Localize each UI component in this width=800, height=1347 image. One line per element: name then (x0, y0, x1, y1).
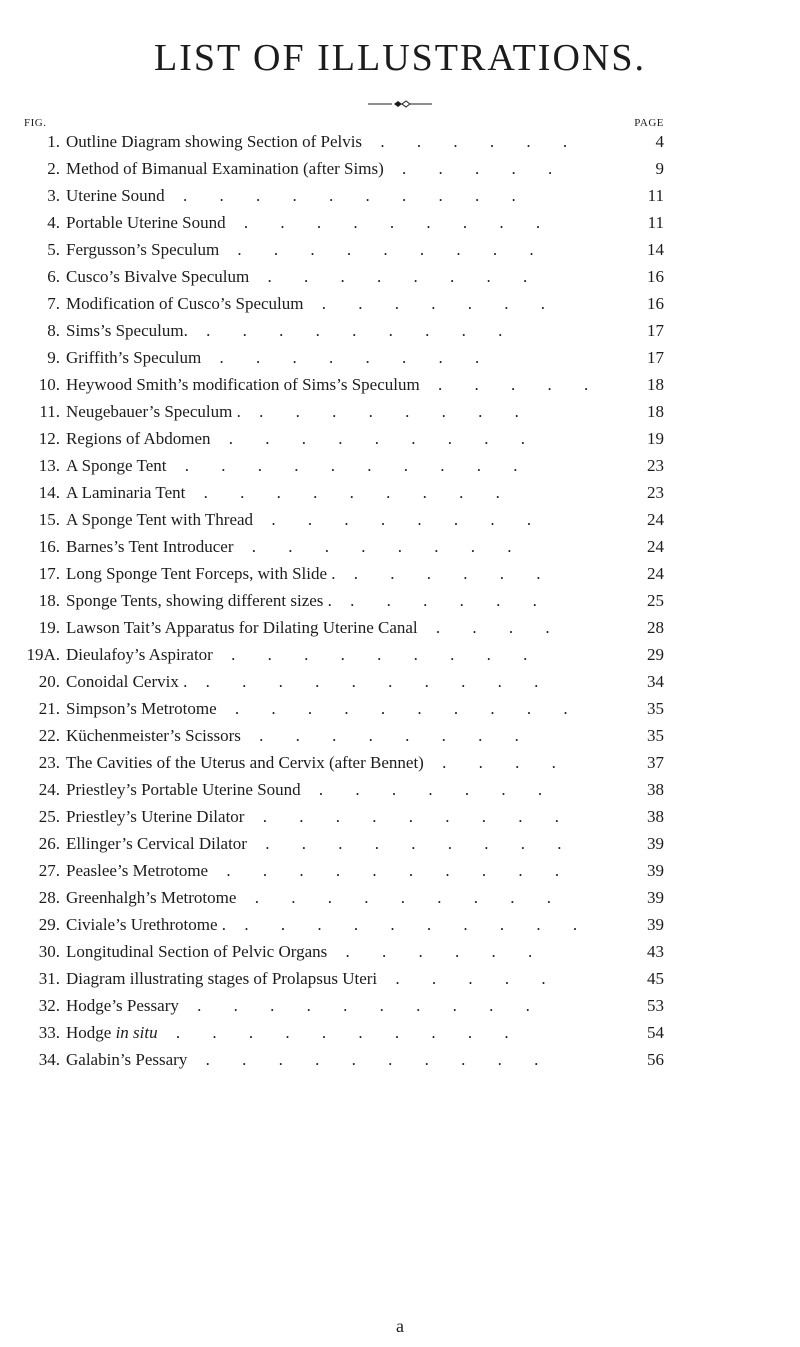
figure-number: 22. (38, 726, 60, 745)
figure-number: 26. (38, 834, 60, 853)
list-item (0, 749, 800, 776)
figure-title (66, 290, 559, 317)
page-number: 29 (647, 645, 664, 664)
page-number: 17 (647, 348, 664, 367)
page-number: 16 (647, 267, 664, 286)
figure-title-text: Greenhalgh’s Metrotome (66, 888, 237, 907)
page-column-header: PAGE (634, 117, 664, 129)
dot-leader: . . . . (417, 618, 564, 637)
figure-number: 13. (38, 456, 60, 475)
page-number: 18 (647, 402, 664, 421)
list-item (0, 317, 800, 344)
figure-title-text: Küchenmeister’s Scissors (66, 726, 241, 745)
figure-title (66, 776, 556, 803)
list-item (0, 506, 800, 533)
figure-title (66, 884, 565, 911)
page-number: 28 (647, 618, 664, 637)
dot-leader: . . . . . . . . (233, 537, 526, 556)
list-item (0, 182, 800, 209)
figure-title (66, 830, 575, 857)
figure-title (66, 425, 539, 452)
figure-number: 20. (38, 672, 60, 691)
page-number: 19 (647, 429, 664, 448)
list-item (0, 668, 800, 695)
dot-leader: . . . . . . . . . . (166, 456, 532, 475)
page-number: 4 (655, 132, 664, 151)
page-number: 39 (647, 834, 664, 853)
dot-leader: . . . . (423, 753, 570, 772)
page-number: 17 (647, 321, 664, 340)
figure-number: 7. (47, 294, 60, 313)
dot-leader: . . . . . . . . . (210, 429, 539, 448)
dot-leader: . . . . . . . . . (236, 888, 565, 907)
figure-title (66, 344, 493, 371)
page-number: 24 (647, 510, 664, 529)
page-number: 35 (647, 699, 664, 718)
dot-leader: . . . . . . . (303, 294, 560, 313)
figure-title-text: Fergusson’s Speculum (66, 240, 220, 259)
figure-title-text: The Cavities of the Uterus and Cervix (after Bennet) (66, 753, 424, 772)
figure-number: 32. (38, 996, 60, 1015)
dot-leader: . . . . . . . . . (212, 645, 542, 664)
figure-number: 31. (38, 969, 60, 988)
list-item (0, 884, 800, 911)
list-item (0, 857, 800, 884)
dot-leader: . . . . . . (335, 564, 555, 583)
figure-title (66, 857, 573, 884)
dot-leader: . . . . . . . . (240, 726, 533, 745)
figure-title (66, 398, 533, 425)
page-number: 11 (647, 186, 664, 205)
page-number: 9 (655, 159, 664, 178)
figure-title (66, 587, 551, 614)
figure-number: 30. (38, 942, 60, 961)
figure-title (66, 722, 533, 749)
dot-leader: . . . . . . . . . . (157, 1023, 523, 1042)
page-signature: a (396, 1316, 404, 1336)
figure-title-text: Priestley’s Portable Uterine Sound (66, 780, 301, 799)
page-number: 24 (647, 537, 664, 556)
list-item (0, 587, 800, 614)
figure-title (66, 749, 570, 776)
figure-title (66, 533, 526, 560)
figure-number: 25. (38, 807, 60, 826)
figure-title-text: Outline Diagram showing Section of Pelvis (66, 132, 363, 151)
list-item (0, 398, 800, 425)
page-number: 38 (647, 807, 664, 826)
list-item (0, 290, 800, 317)
figure-number: 4. (47, 213, 60, 232)
figure-title-text: Civiale’s Urethrotome . (66, 915, 227, 934)
figure-title (66, 965, 560, 992)
page-number: 25 (647, 591, 664, 610)
figure-title (66, 641, 541, 668)
dot-leader: . . . . . . (331, 591, 551, 610)
list-item (0, 641, 800, 668)
list-item (0, 479, 800, 506)
figure-title (66, 317, 516, 344)
list-item (0, 1019, 800, 1046)
figure-title-text: A Sponge Tent (66, 456, 167, 475)
list-item (0, 965, 800, 992)
figure-number: 19. (38, 618, 60, 637)
figure-title-text: Sims’s Speculum. (66, 321, 188, 340)
figure-title-text: Regions of Abdomen (66, 429, 211, 448)
dot-leader: . . . . . . . . . . (187, 1050, 553, 1069)
figure-title (66, 938, 546, 965)
figure-title-text: Ellinger’s Cervical Dilator (66, 834, 247, 853)
figure-number: 2. (47, 159, 60, 178)
list-item (0, 830, 800, 857)
page-number: 39 (647, 888, 664, 907)
list-item (0, 803, 800, 830)
figure-title-text: A Sponge Tent with Thread (66, 510, 254, 529)
figure-title-text: Method of Bimanual Examination (after Sims) (66, 159, 384, 178)
figure-title-text: Diagram illustrating stages of Prolapsus Uteri (66, 969, 378, 988)
dot-leader: . . . . . (377, 969, 560, 988)
figure-number: 10. (38, 375, 60, 394)
figure-number: 19A. (26, 645, 60, 664)
page-number: 43 (647, 942, 664, 961)
figure-title-text: Cusco’s Bivalve Speculum (66, 267, 250, 286)
dot-leader: . . . . . (419, 375, 603, 394)
figure-title-text: Barnes’s Tent Introducer (66, 537, 234, 556)
figure-title-text: Priestley’s Uterine Dilator (66, 807, 245, 826)
figure-number: 6. (47, 267, 60, 286)
figure-title-text: Sponge Tents, showing different sizes . (66, 591, 332, 610)
list-item (0, 344, 800, 371)
list-item (0, 992, 800, 1019)
list-item (0, 452, 800, 479)
list-item (0, 560, 800, 587)
dot-leader: . . . . . . . . . (219, 240, 548, 259)
figure-number: 18. (38, 591, 60, 610)
dot-leader: . . . . . . (362, 132, 582, 151)
figure-number: 24. (38, 780, 60, 799)
dot-leader: . . . . . . . . . (244, 807, 573, 826)
figure-number: 27. (38, 861, 60, 880)
figure-title-italic: in situ (111, 1023, 158, 1042)
figure-number: 12. (38, 429, 60, 448)
figure-title (66, 452, 532, 479)
dot-leader: . . . . . . . . . . (187, 672, 553, 691)
dot-leader: . . . . . . . . . . (216, 699, 582, 718)
list-item (0, 263, 800, 290)
page-number: 14 (647, 240, 664, 259)
page-number: 16 (647, 294, 664, 313)
figure-title-text: Dieulafoy’s Aspirator (66, 645, 213, 664)
figure-number: 29. (38, 915, 60, 934)
page-number: 34 (647, 672, 664, 691)
figure-title (66, 614, 564, 641)
page-number: 35 (647, 726, 664, 745)
page-number: 18 (647, 375, 664, 394)
figure-title (66, 668, 552, 695)
figure-title-text: Conoidal Cervix . (66, 672, 188, 691)
dot-leader: . . . . . . . . . . (164, 186, 530, 205)
figure-number: 3. (47, 186, 60, 205)
figure-title-text: Lawson Tait’s Apparatus for Dilating Uterine Canal (66, 618, 418, 637)
figure-number: 11. (39, 402, 60, 421)
dot-leader: . . . . . . . . . (185, 483, 514, 502)
list-item (0, 1046, 800, 1073)
list-item (0, 236, 800, 263)
fig-column-header: FIG. (24, 117, 47, 129)
figure-title-text: Modification of Cusco’s Speculum (66, 294, 304, 313)
figure-title (66, 209, 554, 236)
figure-number: 28. (38, 888, 60, 907)
figure-title (66, 236, 548, 263)
list-item (0, 371, 800, 398)
page-number: 53 (647, 996, 664, 1015)
figure-number: 21. (38, 699, 60, 718)
figure-title-text: Portable Uterine Sound (66, 213, 226, 232)
page-number: 56 (647, 1050, 664, 1069)
dot-leader: . . . . . . . . (201, 348, 494, 367)
dot-leader: . . . . . . . . (253, 510, 546, 529)
dot-leader: . . . . . . . . (240, 402, 533, 421)
figure-title-text: Neugebauer’s Speculum . (66, 402, 241, 421)
dot-leader: . . . . . . . . (249, 267, 542, 286)
figure-number: 34. (38, 1050, 60, 1069)
figure-number: 17. (38, 564, 60, 583)
figure-title-text: Heywood Smith’s modification of Sims’s Speculum (66, 375, 420, 394)
dot-leader: . . . . . . . . . (246, 834, 576, 853)
page-title: LIST OF ILLUSTRATIONS. (154, 37, 646, 79)
dot-leader: . . . . . . . . . (187, 321, 517, 340)
dot-leader: . . . . . . (327, 942, 547, 961)
figure-title (66, 128, 581, 155)
figure-number: 14. (38, 483, 60, 502)
figure-title (66, 371, 602, 398)
list-item (0, 209, 800, 236)
figure-number: 23. (38, 753, 60, 772)
page-number: 11 (647, 213, 664, 232)
figure-title (66, 695, 582, 722)
figure-title (66, 803, 573, 830)
ornament-divider (360, 98, 440, 110)
page-number: 45 (647, 969, 664, 988)
dot-leader: . . . . . . . . . . (226, 915, 592, 934)
figure-number: 15. (38, 510, 60, 529)
dot-leader: . . . . . . . . . . (178, 996, 544, 1015)
list-item (0, 695, 800, 722)
list-item (0, 155, 800, 182)
dot-leader: . . . . . . . (300, 780, 557, 799)
page-number: 23 (647, 456, 664, 475)
page-number: 23 (647, 483, 664, 502)
figure-title-text: Peaslee’s Metrotome (66, 861, 209, 880)
dot-leader: . . . . . (383, 159, 567, 178)
list-item (0, 911, 800, 938)
illustration-list (0, 128, 800, 1073)
figure-number: 8. (47, 321, 60, 340)
dot-leader: . . . . . . . . . (225, 213, 555, 232)
figure-title (66, 506, 545, 533)
figure-number: 16. (38, 537, 60, 556)
list-item (0, 938, 800, 965)
figure-title-text: Longitudinal Section of Pelvic Organs (66, 942, 328, 961)
figure-title-text: A Laminaria Tent (66, 483, 186, 502)
figure-title (66, 992, 544, 1019)
list-item (0, 425, 800, 452)
dot-leader: . . . . . . . . . . (208, 861, 574, 880)
figure-title (66, 1019, 523, 1046)
figure-title-text: Simpson’s Metrotome (66, 699, 217, 718)
figure-title (66, 155, 566, 182)
figure-title-text: Uterine Sound (66, 186, 165, 205)
figure-title-text: Long Sponge Tent Forceps, with Slide . (66, 564, 336, 583)
figure-title (66, 560, 555, 587)
figure-title-text: Hodge (66, 1023, 112, 1042)
figure-title (66, 263, 541, 290)
figure-number: 9. (47, 348, 60, 367)
page-number: 38 (647, 780, 664, 799)
figure-title-text: Hodge’s Pessary (66, 996, 179, 1015)
list-item (0, 776, 800, 803)
figure-number: 1. (47, 132, 60, 151)
page-number: 37 (647, 753, 664, 772)
list-item (0, 533, 800, 560)
list-item (0, 614, 800, 641)
page-number: 39 (647, 861, 664, 880)
page-number: 39 (647, 915, 664, 934)
figure-title (66, 182, 530, 209)
list-item (0, 722, 800, 749)
page-number: 24 (647, 564, 664, 583)
figure-title (66, 1046, 552, 1073)
page-number: 54 (647, 1023, 664, 1042)
figure-number: 5. (47, 240, 60, 259)
figure-title-text: Galabin’s Pessary (66, 1050, 188, 1069)
figure-number: 33. (38, 1023, 60, 1042)
figure-title (66, 479, 514, 506)
list-item (0, 128, 800, 155)
figure-title-text: Griffith’s Speculum (66, 348, 202, 367)
figure-title (66, 911, 591, 938)
